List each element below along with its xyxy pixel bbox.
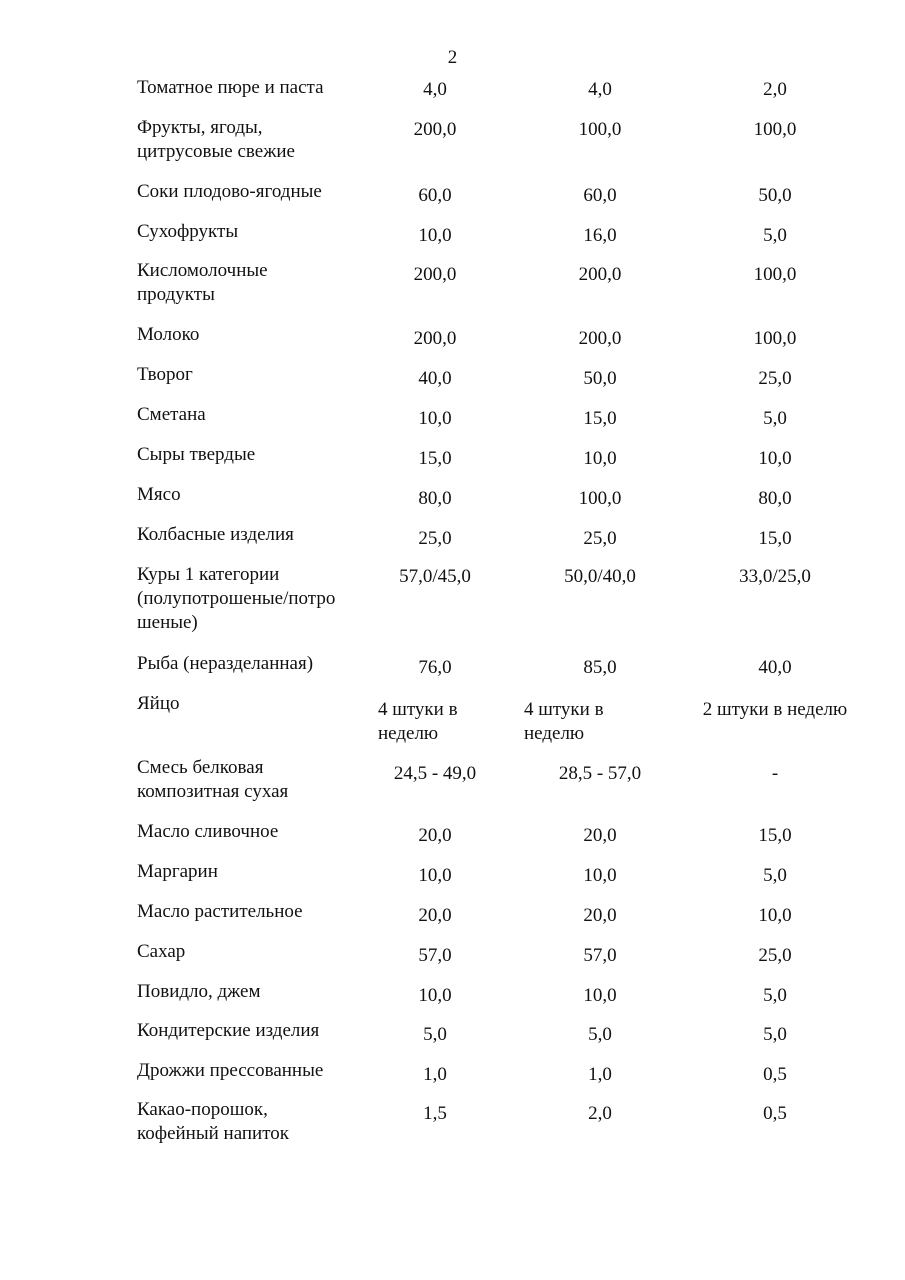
value-column-1: 10,0 bbox=[418, 225, 452, 246]
value-column-1: 10,0 bbox=[418, 408, 452, 429]
value-column-1: 76,0 bbox=[418, 657, 452, 678]
value-column-2: 4 штуки в неделю bbox=[524, 699, 604, 744]
value-column-1: 20,0 bbox=[418, 905, 452, 926]
value-column-1: 200,0 bbox=[413, 264, 457, 285]
value-column-1: 80,0 bbox=[418, 488, 452, 509]
product-name: Сухофрукты bbox=[137, 221, 239, 242]
value-column-1: 1,5 bbox=[423, 1103, 447, 1124]
value-column-3: 10,0 bbox=[758, 905, 792, 926]
product-name: Сахар bbox=[137, 941, 186, 962]
value-column-2: 60,0 bbox=[583, 185, 617, 206]
product-name: Куры 1 категории (полупотрошеные/потро шеные) bbox=[137, 564, 336, 633]
product-name: Сыры твердые bbox=[137, 444, 256, 465]
product-name: Масло растительное bbox=[137, 901, 303, 922]
value-column-1: 4 штуки в неделю bbox=[378, 699, 458, 744]
value-column-2: 10,0 bbox=[583, 448, 617, 469]
product-name: Масло сливочное bbox=[137, 821, 279, 842]
value-column-1: 24,5 - 49,0 bbox=[393, 763, 477, 784]
value-column-2: 4,0 bbox=[588, 79, 612, 100]
value-column-3: 15,0 bbox=[758, 825, 792, 846]
product-name: Томатное пюре и паста bbox=[137, 77, 324, 98]
value-column-3: 5,0 bbox=[763, 1024, 787, 1045]
product-name: Маргарин bbox=[137, 861, 218, 882]
value-column-3: 100,0 bbox=[753, 328, 797, 349]
value-column-2: 57,0 bbox=[583, 945, 617, 966]
product-name: Кондитерские изделия bbox=[137, 1020, 320, 1041]
value-column-2: 10,0 bbox=[583, 985, 617, 1006]
value-column-3: 25,0 bbox=[758, 945, 792, 966]
value-column-2: 20,0 bbox=[583, 905, 617, 926]
value-column-3: 5,0 bbox=[763, 408, 787, 429]
value-column-3: 5,0 bbox=[763, 985, 787, 1006]
value-column-2: 200,0 bbox=[578, 328, 622, 349]
product-name: Рыба (неразделанная) bbox=[137, 653, 314, 674]
product-name: Кисломолочные продукты bbox=[137, 260, 268, 305]
value-column-2: 28,5 - 57,0 bbox=[558, 763, 642, 784]
value-column-2: 25,0 bbox=[583, 528, 617, 549]
value-column-1: 57,0 bbox=[418, 945, 452, 966]
value-column-1: 25,0 bbox=[418, 528, 452, 549]
value-column-1: 200,0 bbox=[413, 328, 457, 349]
value-column-2: 85,0 bbox=[583, 657, 617, 678]
value-column-1: 5,0 bbox=[423, 1024, 447, 1045]
value-column-2: 100,0 bbox=[578, 119, 622, 140]
value-column-2: 5,0 bbox=[588, 1024, 612, 1045]
value-column-2: 200,0 bbox=[578, 264, 622, 285]
value-column-3: 0,5 bbox=[763, 1103, 787, 1124]
value-column-3: 5,0 bbox=[763, 225, 787, 246]
value-column-1: 60,0 bbox=[418, 185, 452, 206]
product-name: Какао-порошок, кофейный напиток bbox=[137, 1099, 289, 1144]
product-name: Дрожжи прессованные bbox=[137, 1060, 324, 1081]
product-name: Фрукты, ягоды, цитрусовые свежие bbox=[137, 117, 295, 162]
product-name: Колбасные изделия bbox=[137, 524, 294, 545]
value-column-3: - bbox=[771, 763, 779, 784]
value-column-2: 50,0/40,0 bbox=[564, 566, 636, 587]
value-column-3: 0,5 bbox=[763, 1064, 787, 1085]
value-column-3: 2,0 bbox=[763, 79, 787, 100]
value-column-3: 5,0 bbox=[763, 865, 787, 886]
product-name: Сметана bbox=[137, 404, 206, 425]
value-column-2: 15,0 bbox=[583, 408, 617, 429]
value-column-1: 40,0 bbox=[418, 368, 452, 389]
value-column-2: 50,0 bbox=[583, 368, 617, 389]
value-column-2: 10,0 bbox=[583, 865, 617, 886]
value-column-1: 57,0/45,0 bbox=[399, 566, 471, 587]
value-column-3: 15,0 bbox=[758, 528, 792, 549]
value-column-1: 1,0 bbox=[423, 1064, 447, 1085]
value-column-3: 80,0 bbox=[758, 488, 792, 509]
value-column-2: 1,0 bbox=[588, 1064, 612, 1085]
product-name: Молоко bbox=[137, 324, 200, 345]
product-name: Соки плодово-ягодные bbox=[137, 181, 322, 202]
value-column-2: 20,0 bbox=[583, 825, 617, 846]
value-column-3: 40,0 bbox=[758, 657, 792, 678]
value-column-1: 10,0 bbox=[418, 865, 452, 886]
value-column-1: 10,0 bbox=[418, 985, 452, 1006]
value-column-3: 10,0 bbox=[758, 448, 792, 469]
value-column-1: 200,0 bbox=[413, 119, 457, 140]
value-column-3: 2 штуки в неделю bbox=[702, 699, 848, 720]
value-column-1: 15,0 bbox=[418, 448, 452, 469]
value-column-2: 100,0 bbox=[578, 488, 622, 509]
value-column-3: 50,0 bbox=[758, 185, 792, 206]
product-name: Смесь белковая композитная сухая bbox=[137, 757, 289, 802]
product-name: Мясо bbox=[137, 484, 181, 505]
product-name: Повидло, джем bbox=[137, 981, 261, 1002]
value-column-3: 100,0 bbox=[753, 264, 797, 285]
product-name: Яйцо bbox=[137, 693, 180, 714]
value-column-3: 33,0/25,0 bbox=[739, 566, 811, 587]
page-number: 2 bbox=[447, 47, 458, 68]
value-column-2: 16,0 bbox=[583, 225, 617, 246]
product-name: Творог bbox=[137, 364, 193, 385]
value-column-1: 20,0 bbox=[418, 825, 452, 846]
value-column-3: 100,0 bbox=[753, 119, 797, 140]
value-column-3: 25,0 bbox=[758, 368, 792, 389]
value-column-2: 2,0 bbox=[588, 1103, 612, 1124]
value-column-1: 4,0 bbox=[423, 79, 447, 100]
